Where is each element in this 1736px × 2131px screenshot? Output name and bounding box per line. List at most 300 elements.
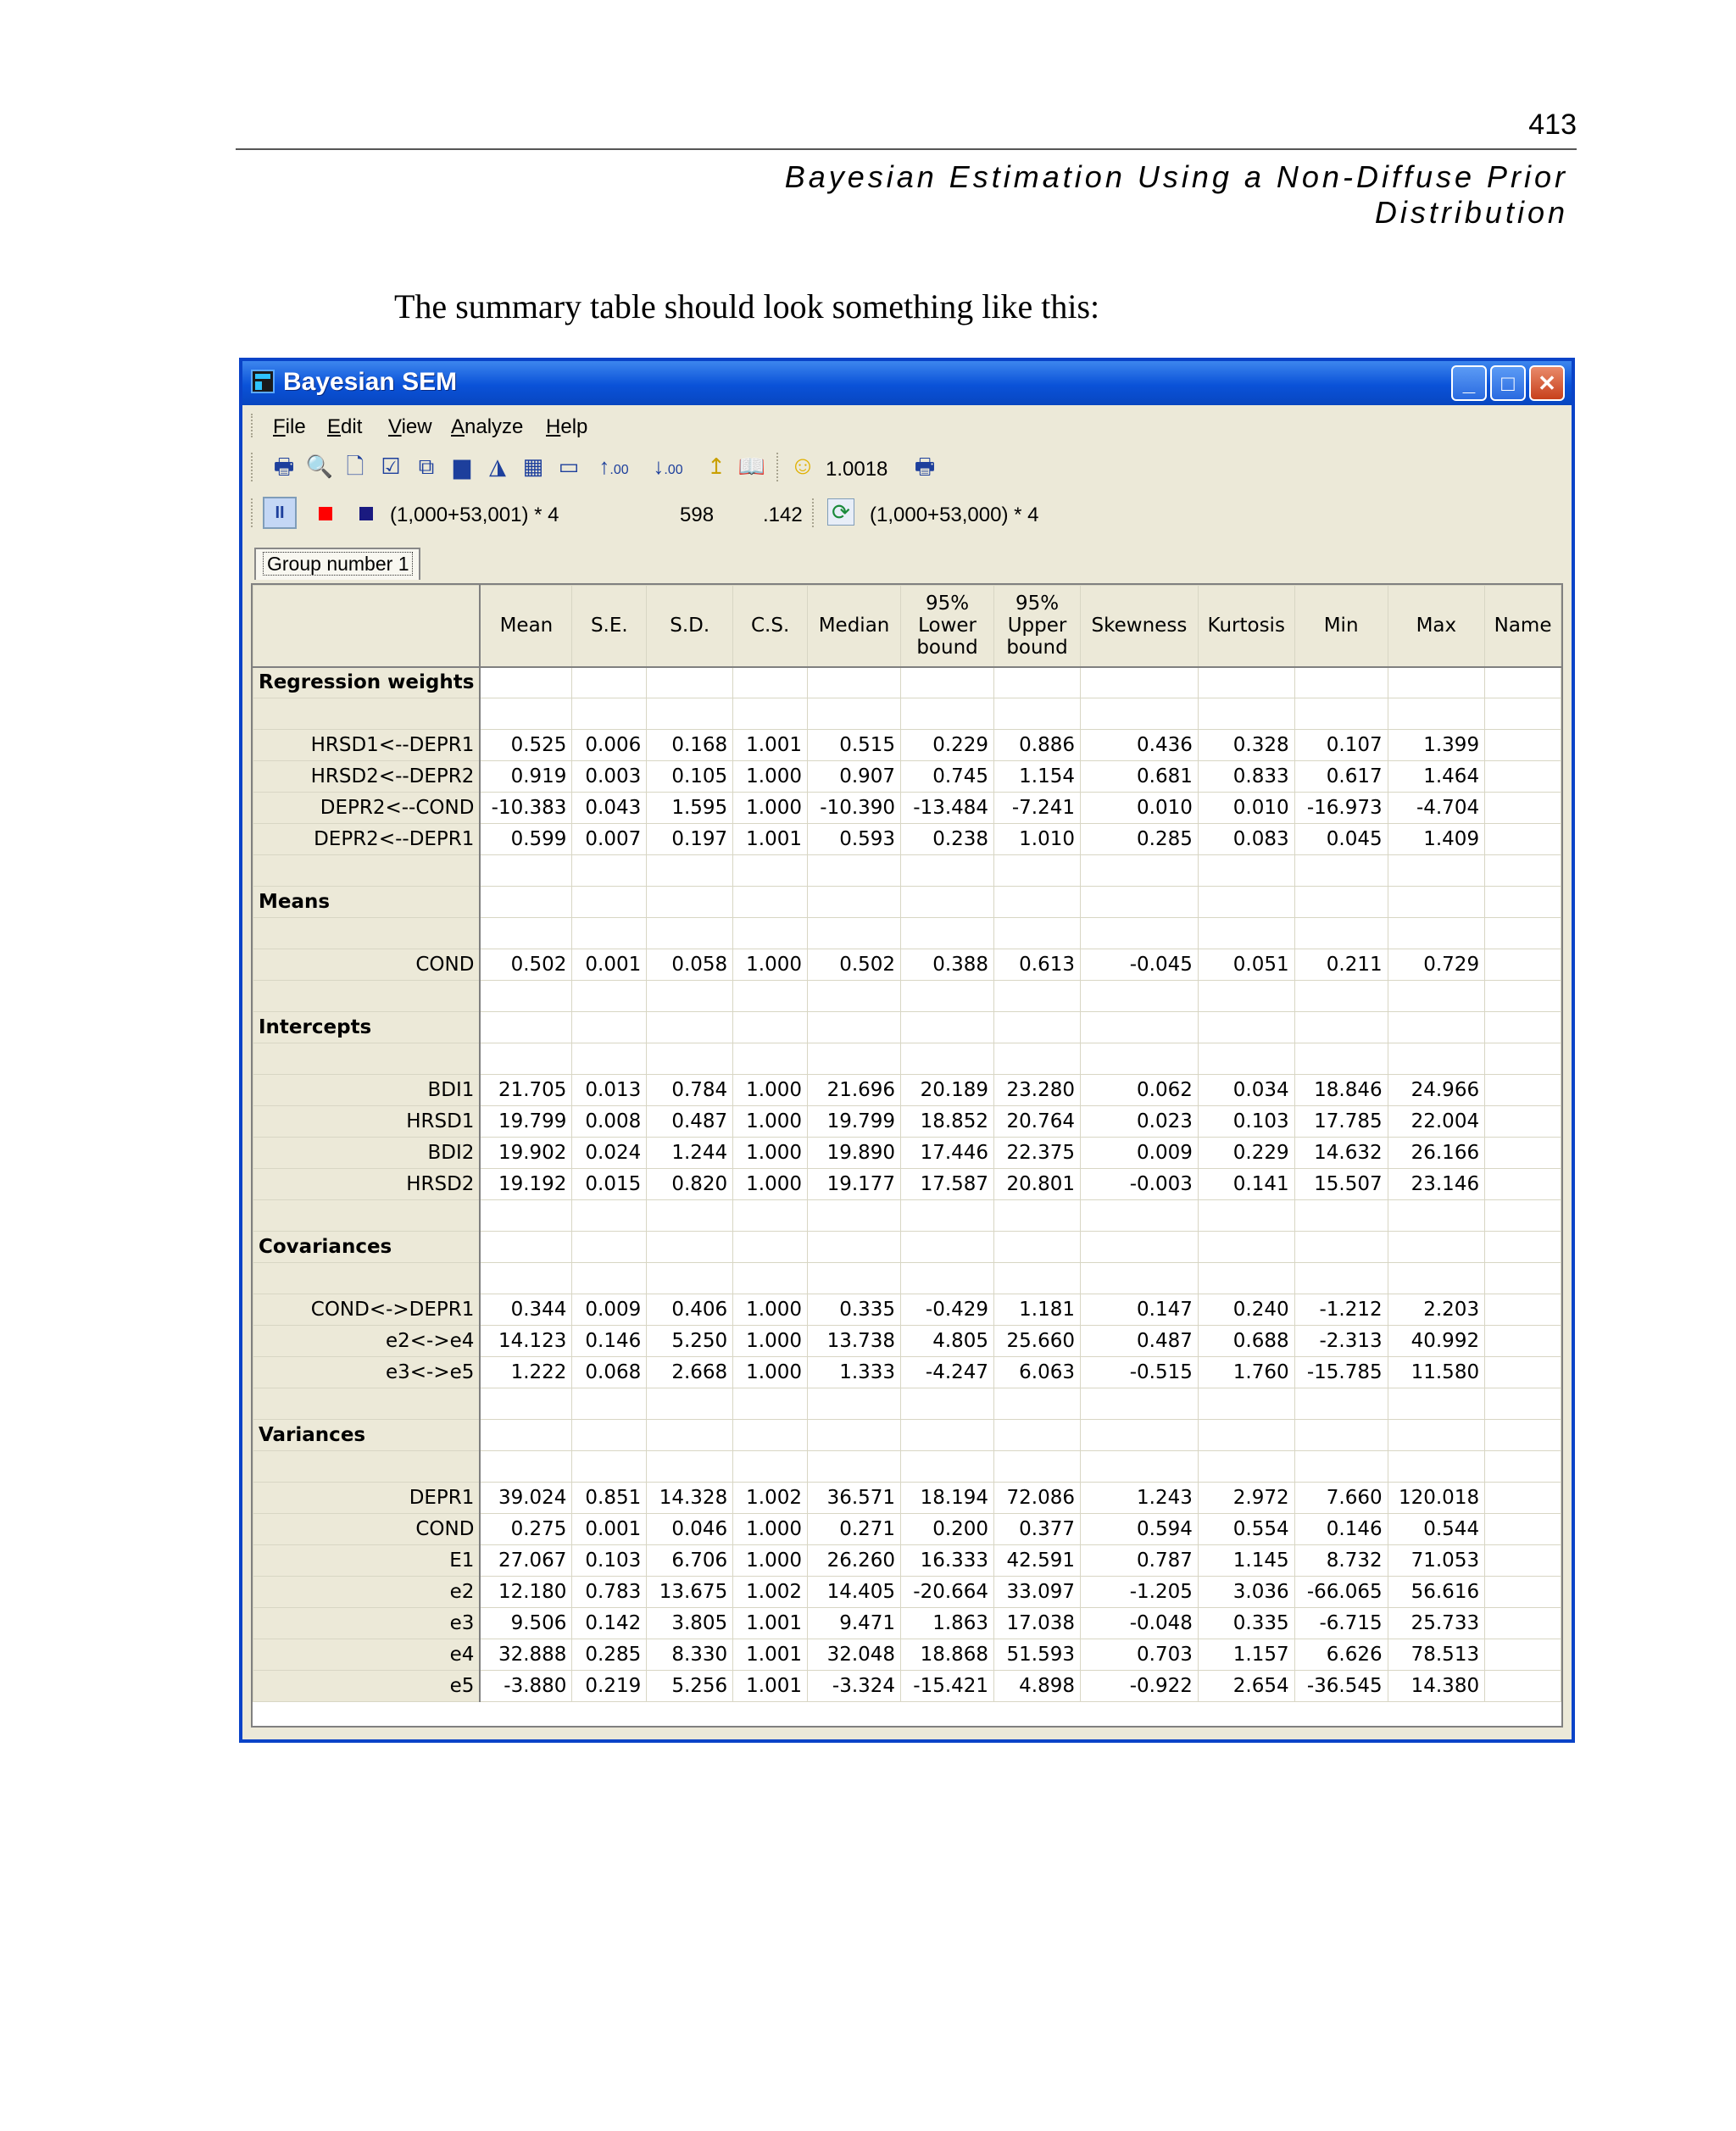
value-cell[interactable]: 36.571 bbox=[808, 1483, 901, 1514]
value-cell[interactable]: 0.107 bbox=[1294, 730, 1388, 761]
value-cell[interactable]: 0.275 bbox=[480, 1514, 572, 1545]
table-row[interactable] bbox=[253, 1075, 1561, 1106]
table-row[interactable] bbox=[253, 1608, 1561, 1639]
value-cell[interactable]: 26.260 bbox=[808, 1545, 901, 1577]
value-cell[interactable]: 1.000 bbox=[733, 793, 808, 824]
value-cell[interactable]: 0.544 bbox=[1388, 1514, 1484, 1545]
value-cell[interactable]: 0.285 bbox=[1081, 824, 1199, 855]
polygon-icon[interactable]: ◮ bbox=[489, 453, 506, 479]
value-cell[interactable]: 1.000 bbox=[733, 761, 808, 793]
value-cell[interactable]: 0.502 bbox=[480, 949, 572, 981]
value-cell[interactable]: 5.256 bbox=[647, 1671, 733, 1702]
toolbar-grip[interactable] bbox=[251, 453, 256, 481]
value-cell[interactable]: 1.243 bbox=[1081, 1483, 1199, 1514]
value-cell[interactable] bbox=[1485, 1514, 1561, 1545]
blank-cell bbox=[994, 855, 1081, 887]
column-header[interactable]: 95% Lower bound bbox=[901, 586, 994, 667]
value-cell[interactable]: 11.580 bbox=[1388, 1357, 1484, 1388]
value-cell[interactable]: 0.003 bbox=[572, 761, 647, 793]
value-cell[interactable]: 1.000 bbox=[733, 1357, 808, 1388]
value-cell[interactable]: 0.043 bbox=[572, 793, 647, 824]
stop-icon[interactable] bbox=[319, 507, 332, 520]
value-cell[interactable]: 0.328 bbox=[1198, 730, 1294, 761]
table-row[interactable] bbox=[253, 1357, 1561, 1388]
value-cell[interactable]: 0.745 bbox=[901, 761, 994, 793]
value-cell[interactable]: 0.820 bbox=[647, 1169, 733, 1200]
value-cell[interactable]: -0.429 bbox=[901, 1294, 994, 1326]
value-cell[interactable]: 3.036 bbox=[1198, 1577, 1294, 1608]
value-cell[interactable]: 21.705 bbox=[480, 1075, 572, 1106]
value-cell[interactable]: 0.010 bbox=[1081, 793, 1199, 824]
value-cell[interactable]: -7.241 bbox=[994, 793, 1081, 824]
value-cell[interactable]: 25.733 bbox=[1388, 1608, 1484, 1639]
table-row[interactable] bbox=[253, 1483, 1561, 1514]
value-cell[interactable]: 0.001 bbox=[572, 1514, 647, 1545]
value-cell[interactable]: 0.594 bbox=[1081, 1514, 1199, 1545]
value-cell[interactable]: 51.593 bbox=[994, 1639, 1081, 1671]
value-cell[interactable]: 0.388 bbox=[901, 949, 994, 981]
value-cell[interactable]: 0.240 bbox=[1198, 1294, 1294, 1326]
value-cell[interactable]: 0.083 bbox=[1198, 824, 1294, 855]
value-cell[interactable]: 1.244 bbox=[647, 1138, 733, 1169]
value-cell[interactable]: 18.194 bbox=[901, 1483, 994, 1514]
table-row[interactable] bbox=[253, 1671, 1561, 1702]
value-cell[interactable]: -16.973 bbox=[1294, 793, 1388, 824]
value-cell[interactable]: 0.105 bbox=[647, 761, 733, 793]
copy-icon[interactable]: ⧉ bbox=[418, 453, 435, 479]
value-cell[interactable] bbox=[1485, 1577, 1561, 1608]
value-cell[interactable]: 0.200 bbox=[901, 1514, 994, 1545]
menu-help[interactable] bbox=[546, 415, 587, 439]
book-icon[interactable]: 📖 bbox=[737, 453, 766, 479]
value-cell[interactable] bbox=[1485, 1294, 1561, 1326]
value-cell[interactable]: 0.688 bbox=[1198, 1326, 1294, 1357]
value-cell[interactable] bbox=[1485, 1639, 1561, 1671]
title-bar[interactable] bbox=[242, 361, 1572, 405]
value-cell[interactable] bbox=[1485, 949, 1561, 981]
value-cell[interactable]: 0.681 bbox=[1081, 761, 1199, 793]
value-cell[interactable]: 0.335 bbox=[808, 1294, 901, 1326]
smiley-icon[interactable]: ☺ bbox=[789, 452, 816, 480]
value-cell[interactable]: 1.000 bbox=[733, 1514, 808, 1545]
value-cell[interactable]: 0.525 bbox=[480, 730, 572, 761]
value-cell[interactable] bbox=[1485, 1075, 1561, 1106]
value-cell[interactable]: 19.192 bbox=[480, 1169, 572, 1200]
value-cell[interactable]: 0.907 bbox=[808, 761, 901, 793]
value-cell[interactable]: 0.229 bbox=[901, 730, 994, 761]
value-cell[interactable]: 0.168 bbox=[647, 730, 733, 761]
value-cell[interactable] bbox=[1485, 730, 1561, 761]
value-cell[interactable]: -1.212 bbox=[1294, 1294, 1388, 1326]
value-cell[interactable]: 21.696 bbox=[808, 1075, 901, 1106]
value-cell[interactable]: 0.593 bbox=[808, 824, 901, 855]
value-cell[interactable]: 0.599 bbox=[480, 824, 572, 855]
value-cell[interactable]: -4.247 bbox=[901, 1357, 994, 1388]
value-cell[interactable]: 0.229 bbox=[1198, 1138, 1294, 1169]
decrease-decimals-icon[interactable] bbox=[643, 453, 693, 480]
value-cell[interactable]: 0.238 bbox=[901, 824, 994, 855]
value-cell[interactable]: 0.146 bbox=[1294, 1514, 1388, 1545]
value-cell[interactable]: 1.000 bbox=[733, 1545, 808, 1577]
value-cell[interactable]: 56.616 bbox=[1388, 1577, 1484, 1608]
menu-analyze[interactable] bbox=[451, 415, 523, 439]
value-cell[interactable]: 14.123 bbox=[480, 1326, 572, 1357]
value-cell[interactable]: 1.000 bbox=[733, 1326, 808, 1357]
value-cell[interactable]: 0.009 bbox=[1081, 1138, 1199, 1169]
value-cell[interactable]: 19.177 bbox=[808, 1169, 901, 1200]
value-cell[interactable]: 2.203 bbox=[1388, 1294, 1484, 1326]
value-cell[interactable]: 0.783 bbox=[572, 1577, 647, 1608]
value-cell[interactable] bbox=[1485, 1169, 1561, 1200]
value-cell[interactable]: -4.704 bbox=[1388, 793, 1484, 824]
value-cell[interactable]: -0.922 bbox=[1081, 1671, 1199, 1702]
value-cell[interactable]: -0.515 bbox=[1081, 1357, 1199, 1388]
value-cell[interactable]: 1.002 bbox=[733, 1483, 808, 1514]
table-row[interactable] bbox=[253, 1577, 1561, 1608]
value-cell[interactable]: 16.333 bbox=[901, 1545, 994, 1577]
value-cell[interactable]: 1.000 bbox=[733, 1075, 808, 1106]
value-cell[interactable]: 19.902 bbox=[480, 1138, 572, 1169]
value-cell[interactable]: 0.013 bbox=[572, 1075, 647, 1106]
value-cell[interactable]: 0.554 bbox=[1198, 1514, 1294, 1545]
value-cell[interactable]: 1.222 bbox=[480, 1357, 572, 1388]
value-cell[interactable]: 1.001 bbox=[733, 1608, 808, 1639]
column-header[interactable]: Mean bbox=[480, 586, 572, 667]
column-header[interactable]: Median bbox=[808, 586, 901, 667]
value-cell[interactable] bbox=[1485, 824, 1561, 855]
close-button[interactable]: ✕ bbox=[1529, 365, 1565, 401]
table-icon[interactable]: ▦ bbox=[522, 453, 544, 479]
value-cell[interactable]: 0.833 bbox=[1198, 761, 1294, 793]
value-cell[interactable]: 1.333 bbox=[808, 1357, 901, 1388]
value-cell[interactable]: 1.409 bbox=[1388, 824, 1484, 855]
value-cell[interactable]: 0.271 bbox=[808, 1514, 901, 1545]
column-header[interactable]: S.E. bbox=[572, 586, 647, 667]
value-cell[interactable]: 1.001 bbox=[733, 824, 808, 855]
table-row[interactable] bbox=[253, 1326, 1561, 1357]
value-cell[interactable]: 71.053 bbox=[1388, 1545, 1484, 1577]
value-cell[interactable]: 15.507 bbox=[1294, 1169, 1388, 1200]
value-cell[interactable]: 9.471 bbox=[808, 1608, 901, 1639]
value-cell[interactable]: 0.285 bbox=[572, 1639, 647, 1671]
value-cell[interactable]: 0.703 bbox=[1081, 1639, 1199, 1671]
value-cell[interactable] bbox=[1485, 1671, 1561, 1702]
value-cell[interactable]: 23.146 bbox=[1388, 1169, 1484, 1200]
value-cell[interactable]: 0.051 bbox=[1198, 949, 1294, 981]
blank-cell bbox=[1388, 981, 1484, 1012]
value-cell[interactable]: 1.000 bbox=[733, 1169, 808, 1200]
value-cell[interactable]: 1.157 bbox=[1198, 1639, 1294, 1671]
app-icon[interactable] bbox=[251, 370, 275, 393]
value-cell[interactable]: -13.484 bbox=[901, 793, 994, 824]
value-cell[interactable]: 20.764 bbox=[994, 1106, 1081, 1138]
value-cell[interactable] bbox=[1485, 793, 1561, 824]
value-cell[interactable]: 78.513 bbox=[1388, 1639, 1484, 1671]
value-cell[interactable]: 0.068 bbox=[572, 1357, 647, 1388]
table-row[interactable] bbox=[253, 1294, 1561, 1326]
value-cell[interactable]: 0.197 bbox=[647, 824, 733, 855]
table-row[interactable] bbox=[253, 761, 1561, 793]
value-cell[interactable]: 0.062 bbox=[1081, 1075, 1199, 1106]
value-cell[interactable]: 40.992 bbox=[1388, 1326, 1484, 1357]
value-cell[interactable]: 7.660 bbox=[1294, 1483, 1388, 1514]
column-header[interactable]: C.S. bbox=[733, 586, 808, 667]
value-cell[interactable]: 0.886 bbox=[994, 730, 1081, 761]
value-cell[interactable]: 72.086 bbox=[994, 1483, 1081, 1514]
value-cell[interactable]: 1.000 bbox=[733, 1106, 808, 1138]
value-cell[interactable]: 0.009 bbox=[572, 1294, 647, 1326]
value-cell[interactable]: -0.003 bbox=[1081, 1169, 1199, 1200]
value-cell[interactable]: 8.330 bbox=[647, 1639, 733, 1671]
print-preview-icon[interactable]: 🔍 bbox=[305, 453, 334, 479]
value-cell[interactable]: 14.328 bbox=[647, 1483, 733, 1514]
table-row[interactable] bbox=[253, 1138, 1561, 1169]
value-cell[interactable]: 0.008 bbox=[572, 1106, 647, 1138]
value-cell[interactable]: 3.805 bbox=[647, 1608, 733, 1639]
value-cell[interactable]: 13.738 bbox=[808, 1326, 901, 1357]
value-cell[interactable]: 17.587 bbox=[901, 1169, 994, 1200]
value-cell[interactable]: 27.067 bbox=[480, 1545, 572, 1577]
menu-file[interactable] bbox=[273, 415, 306, 439]
value-cell[interactable]: -6.715 bbox=[1294, 1608, 1388, 1639]
value-cell[interactable]: 18.852 bbox=[901, 1106, 994, 1138]
value-cell[interactable]: 0.919 bbox=[480, 761, 572, 793]
value-cell[interactable]: 0.103 bbox=[1198, 1106, 1294, 1138]
table-row[interactable] bbox=[253, 1545, 1561, 1577]
minimize-button[interactable]: _ bbox=[1451, 365, 1487, 401]
value-cell[interactable]: 26.166 bbox=[1388, 1138, 1484, 1169]
value-cell[interactable]: 18.868 bbox=[901, 1639, 994, 1671]
maximize-button[interactable]: □ bbox=[1490, 365, 1526, 401]
value-cell[interactable]: -1.205 bbox=[1081, 1577, 1199, 1608]
value-cell[interactable]: 0.001 bbox=[572, 949, 647, 981]
value-cell[interactable]: -15.421 bbox=[901, 1671, 994, 1702]
column-header[interactable]: Skewness bbox=[1081, 586, 1199, 667]
value-cell[interactable]: 0.142 bbox=[572, 1608, 647, 1639]
value-cell[interactable]: 0.024 bbox=[572, 1138, 647, 1169]
menu-view[interactable] bbox=[388, 415, 432, 439]
value-cell[interactable]: 18.846 bbox=[1294, 1075, 1388, 1106]
value-cell[interactable]: 32.048 bbox=[808, 1639, 901, 1671]
value-cell[interactable]: 0.015 bbox=[572, 1169, 647, 1200]
value-cell[interactable]: 1.399 bbox=[1388, 730, 1484, 761]
blank-cell bbox=[1388, 1232, 1484, 1263]
value-cell[interactable]: -15.785 bbox=[1294, 1357, 1388, 1388]
value-cell[interactable]: 0.784 bbox=[647, 1075, 733, 1106]
table-row[interactable] bbox=[253, 730, 1561, 761]
value-cell[interactable]: 1.181 bbox=[994, 1294, 1081, 1326]
value-cell[interactable]: 120.018 bbox=[1388, 1483, 1484, 1514]
value-cell[interactable]: 1.001 bbox=[733, 1639, 808, 1671]
value-cell[interactable]: 14.380 bbox=[1388, 1671, 1484, 1702]
value-cell[interactable]: 1.145 bbox=[1198, 1545, 1294, 1577]
value-cell[interactable]: 1.010 bbox=[994, 824, 1081, 855]
value-cell[interactable]: 0.617 bbox=[1294, 761, 1388, 793]
value-cell[interactable]: 1.464 bbox=[1388, 761, 1484, 793]
value-cell[interactable]: 0.406 bbox=[647, 1294, 733, 1326]
blank-label-cell bbox=[253, 1451, 481, 1483]
value-cell[interactable]: 0.344 bbox=[480, 1294, 572, 1326]
value-cell[interactable]: 0.211 bbox=[1294, 949, 1388, 981]
value-cell[interactable]: -66.065 bbox=[1294, 1577, 1388, 1608]
value-cell[interactable]: 8.732 bbox=[1294, 1545, 1388, 1577]
value-cell[interactable]: 4.898 bbox=[994, 1671, 1081, 1702]
value-cell[interactable]: 0.487 bbox=[1081, 1326, 1199, 1357]
value-cell[interactable]: -3.324 bbox=[808, 1671, 901, 1702]
value-cell[interactable]: -3.880 bbox=[480, 1671, 572, 1702]
blank-cell bbox=[1081, 1451, 1199, 1483]
column-header[interactable]: S.D. bbox=[647, 586, 733, 667]
value-cell[interactable]: 1.000 bbox=[733, 949, 808, 981]
value-cell[interactable]: 0.141 bbox=[1198, 1169, 1294, 1200]
value-cell[interactable]: 0.729 bbox=[1388, 949, 1484, 981]
value-cell[interactable]: 32.888 bbox=[480, 1639, 572, 1671]
column-header[interactable]: Min bbox=[1294, 586, 1388, 667]
value-cell[interactable]: 0.147 bbox=[1081, 1294, 1199, 1326]
value-cell[interactable]: 1.595 bbox=[647, 793, 733, 824]
value-cell[interactable]: 0.613 bbox=[994, 949, 1081, 981]
value-cell[interactable]: 1.001 bbox=[733, 730, 808, 761]
value-cell[interactable]: 24.966 bbox=[1388, 1075, 1484, 1106]
value-cell[interactable]: 13.675 bbox=[647, 1577, 733, 1608]
value-cell[interactable]: 1.863 bbox=[901, 1608, 994, 1639]
blank-cell bbox=[480, 887, 572, 918]
value-cell[interactable]: 0.436 bbox=[1081, 730, 1199, 761]
value-cell[interactable]: 12.180 bbox=[480, 1577, 572, 1608]
toolbar-grip[interactable] bbox=[251, 498, 256, 527]
image-icon[interactable]: ▭ bbox=[558, 453, 580, 479]
value-cell[interactable]: 0.502 bbox=[808, 949, 901, 981]
value-cell[interactable]: 0.515 bbox=[808, 730, 901, 761]
value-cell[interactable]: 42.591 bbox=[994, 1545, 1081, 1577]
value-cell[interactable]: 0.058 bbox=[647, 949, 733, 981]
table-row[interactable] bbox=[253, 824, 1561, 855]
value-cell[interactable]: 20.189 bbox=[901, 1075, 994, 1106]
blank-cell bbox=[1294, 981, 1388, 1012]
reset-icon[interactable] bbox=[359, 507, 373, 520]
value-cell[interactable]: 39.024 bbox=[480, 1483, 572, 1514]
column-header[interactable]: Max bbox=[1388, 586, 1484, 667]
value-cell[interactable]: 1.002 bbox=[733, 1577, 808, 1608]
value-cell[interactable]: -10.383 bbox=[480, 793, 572, 824]
value-cell[interactable]: 17.446 bbox=[901, 1138, 994, 1169]
value-cell[interactable]: 19.799 bbox=[480, 1106, 572, 1138]
column-header[interactable]: Name bbox=[1485, 586, 1561, 667]
value-cell[interactable]: 0.034 bbox=[1198, 1075, 1294, 1106]
value-cell[interactable] bbox=[1485, 1357, 1561, 1388]
value-cell[interactable]: 0.487 bbox=[647, 1106, 733, 1138]
value-cell[interactable]: -10.390 bbox=[808, 793, 901, 824]
refresh-icon[interactable]: ⟳ bbox=[827, 498, 854, 526]
print-icon[interactable]: 🖶 bbox=[273, 453, 295, 479]
summary-grid[interactable] bbox=[251, 583, 1563, 1728]
value-cell[interactable]: 20.801 bbox=[994, 1169, 1081, 1200]
value-cell[interactable]: 6.626 bbox=[1294, 1639, 1388, 1671]
value-cell[interactable]: 22.004 bbox=[1388, 1106, 1484, 1138]
value-cell[interactable]: -2.313 bbox=[1294, 1326, 1388, 1357]
value-cell[interactable]: 5.250 bbox=[647, 1326, 733, 1357]
value-cell[interactable]: 2.972 bbox=[1198, 1483, 1294, 1514]
increase-decimals-icon[interactable] bbox=[588, 453, 639, 480]
value-cell[interactable]: 0.146 bbox=[572, 1326, 647, 1357]
value-cell[interactable]: 1.760 bbox=[1198, 1357, 1294, 1388]
value-cell[interactable]: 2.654 bbox=[1198, 1671, 1294, 1702]
value-cell[interactable] bbox=[1485, 1608, 1561, 1639]
value-cell[interactable]: 22.375 bbox=[994, 1138, 1081, 1169]
value-cell[interactable] bbox=[1485, 1545, 1561, 1577]
table-row[interactable] bbox=[253, 1106, 1561, 1138]
value-cell[interactable]: 19.799 bbox=[808, 1106, 901, 1138]
value-cell[interactable] bbox=[1485, 1106, 1561, 1138]
value-cell[interactable]: 33.097 bbox=[994, 1577, 1081, 1608]
value-cell[interactable]: -36.545 bbox=[1294, 1671, 1388, 1702]
value-cell[interactable]: 2.668 bbox=[647, 1357, 733, 1388]
tab-group-number-1[interactable] bbox=[254, 548, 420, 580]
value-cell[interactable]: 14.632 bbox=[1294, 1138, 1388, 1169]
value-cell[interactable]: 1.000 bbox=[733, 1294, 808, 1326]
value-cell[interactable]: -20.664 bbox=[901, 1577, 994, 1608]
value-cell[interactable]: -0.045 bbox=[1081, 949, 1199, 981]
value-cell[interactable]: 0.046 bbox=[647, 1514, 733, 1545]
checkbox-icon[interactable]: ☑ bbox=[381, 453, 401, 479]
value-cell[interactable]: 0.045 bbox=[1294, 824, 1388, 855]
value-cell[interactable]: 0.010 bbox=[1198, 793, 1294, 824]
value-cell[interactable]: 0.103 bbox=[572, 1545, 647, 1577]
value-cell[interactable]: 4.805 bbox=[901, 1326, 994, 1357]
pause-button[interactable]: II bbox=[263, 497, 297, 529]
column-header[interactable]: Kurtosis bbox=[1198, 586, 1294, 667]
pointer-icon[interactable]: ↥ bbox=[707, 453, 726, 479]
value-cell[interactable] bbox=[1485, 1483, 1561, 1514]
value-cell[interactable]: 0.377 bbox=[994, 1514, 1081, 1545]
value-cell[interactable]: 9.506 bbox=[480, 1608, 572, 1639]
column-header[interactable]: 95% Upper bound bbox=[994, 586, 1081, 667]
histogram-icon[interactable]: ▆ bbox=[453, 453, 470, 479]
table-row[interactable] bbox=[253, 1169, 1561, 1200]
value-cell[interactable]: 1.001 bbox=[733, 1671, 808, 1702]
value-cell[interactable]: 0.219 bbox=[572, 1671, 647, 1702]
value-cell[interactable]: -0.048 bbox=[1081, 1608, 1199, 1639]
value-cell[interactable]: 17.785 bbox=[1294, 1106, 1388, 1138]
value-cell[interactable]: 23.280 bbox=[994, 1075, 1081, 1106]
value-cell[interactable] bbox=[1485, 1138, 1561, 1169]
value-cell[interactable] bbox=[1485, 761, 1561, 793]
value-cell[interactable]: 17.038 bbox=[994, 1608, 1081, 1639]
value-cell[interactable] bbox=[1485, 1326, 1561, 1357]
value-cell[interactable]: 19.890 bbox=[808, 1138, 901, 1169]
table-row[interactable] bbox=[253, 1639, 1561, 1671]
print-icon[interactable]: 🖶 bbox=[914, 453, 936, 479]
value-cell[interactable]: 0.787 bbox=[1081, 1545, 1199, 1577]
value-cell[interactable]: 0.006 bbox=[572, 730, 647, 761]
table-row[interactable] bbox=[253, 1514, 1561, 1545]
value-cell[interactable]: 6.706 bbox=[647, 1545, 733, 1577]
value-cell[interactable]: 25.660 bbox=[994, 1326, 1081, 1357]
value-cell[interactable]: 6.063 bbox=[994, 1357, 1081, 1388]
value-cell[interactable]: 0.851 bbox=[572, 1483, 647, 1514]
value-cell[interactable]: 0.023 bbox=[1081, 1106, 1199, 1138]
document-icon[interactable]: 🗋 bbox=[346, 453, 364, 479]
table-row[interactable] bbox=[253, 793, 1561, 824]
value-cell[interactable]: 1.154 bbox=[994, 761, 1081, 793]
menu-grip[interactable] bbox=[251, 414, 256, 437]
value-cell[interactable]: 0.007 bbox=[572, 824, 647, 855]
menu-edit[interactable] bbox=[327, 415, 362, 439]
table-row[interactable] bbox=[253, 949, 1561, 981]
value-cell[interactable]: 14.405 bbox=[808, 1577, 901, 1608]
value-cell[interactable]: 1.000 bbox=[733, 1138, 808, 1169]
value-cell[interactable]: 0.335 bbox=[1198, 1608, 1294, 1639]
